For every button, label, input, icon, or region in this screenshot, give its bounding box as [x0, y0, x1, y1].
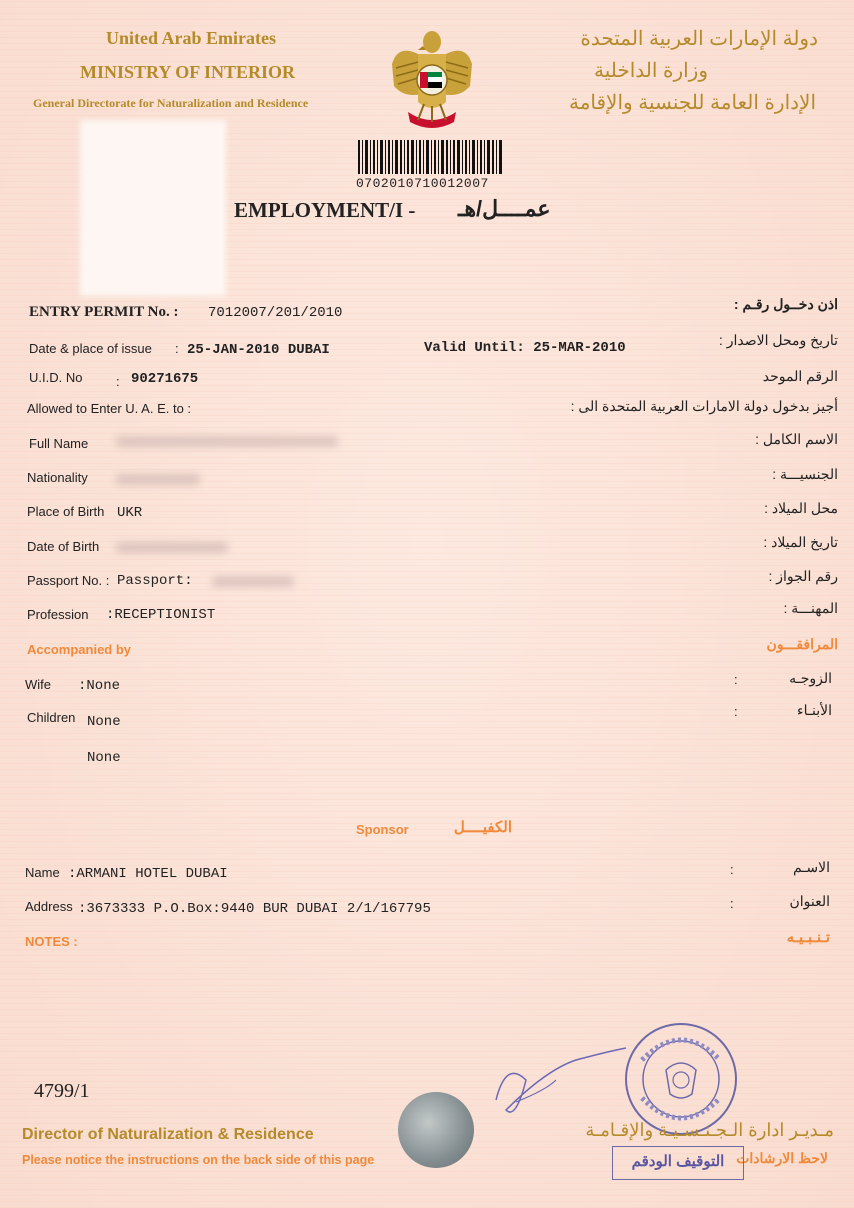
barcode [358, 140, 502, 174]
sponsor-name-value: :ARMANI HOTEL DUBAI [68, 866, 228, 882]
passport-label: Passport No. : [27, 573, 110, 588]
signature [486, 1040, 636, 1130]
allowed-label-ar: أجيز بدخول دولة الامارات العربية المتحدة الى : [570, 398, 838, 414]
entry-permit-label-ar: اذن دخــول رقـم : [733, 296, 838, 312]
full-name-redacted [116, 436, 338, 447]
reference-number: 4799/1 [34, 1080, 90, 1102]
back-side-notice: Please notice the instructions on the back side of this page [22, 1153, 375, 1167]
wife-label: Wife [25, 677, 51, 692]
hologram-seal-icon [398, 1092, 474, 1168]
children-value-2: None [87, 750, 121, 766]
valid-until: Valid Until: 25-MAR-2010 [424, 340, 626, 356]
entry-permit-number: 7012007/201/2010 [208, 305, 343, 321]
uae-emblem-icon [388, 24, 476, 136]
director-title-ar: مـديـر ادارة الـجـنـسـيـة والإقـامـة [585, 1120, 834, 1140]
uid-value: 90271675 [131, 371, 199, 387]
profession-value: :RECEPTIONIST [106, 607, 216, 623]
uid-colon: : [116, 374, 120, 389]
sponsor-name-label-ar: الاسـم [792, 859, 830, 875]
nationality-redacted [116, 474, 200, 485]
place-of-birth-label: Place of Birth [27, 504, 105, 519]
document-type-ar: عمــــل/هـ [458, 196, 551, 221]
nationality-label: Nationality [27, 470, 88, 485]
full-name-label: Full Name [29, 436, 89, 451]
uid-label-ar: الرقم الموحد [762, 368, 838, 384]
nationality-label-ar: الجنسيـــة : [772, 466, 838, 482]
profession-label-ar: المهنـــة : [783, 600, 838, 616]
header-en-directorate: General Directorate for Naturalization and Residence [33, 96, 309, 110]
sponsor-name-colon-ar: : [730, 862, 734, 877]
sponsor-title-ar: الكفيــــل [453, 819, 512, 836]
header-ar-ministry: وزارة الداخلية [593, 60, 708, 82]
profession-label: Profession [27, 607, 89, 622]
uid-label: U.I.D. No [29, 370, 83, 385]
document-type-en: EMPLOYMENT/I - [234, 198, 416, 222]
back-side-notice-ar: لاحظ الارشادات [736, 1150, 828, 1166]
entry-permit-label: ENTRY PERMIT No. : [29, 304, 179, 320]
passport-label-ar: رقم الجواز : [768, 568, 838, 584]
header-en-country: United Arab Emirates [106, 28, 276, 48]
passport-value: Passport: [117, 573, 193, 589]
sponsor-name-label: Name [25, 865, 60, 880]
place-of-birth-value: UKR [117, 505, 143, 521]
sponsor-address-label: Address [25, 899, 73, 914]
notes-label-ar: تـنـبـيـه [786, 929, 830, 946]
sponsor-address-colon-ar: : [730, 896, 734, 911]
stamp-box-text: التوقيف الودقم [631, 1153, 725, 1170]
barcode-number: 0702010710012007 [356, 176, 489, 191]
passport-redacted [212, 576, 294, 587]
children-colon-ar: : [734, 704, 738, 719]
children-label-ar: الأبنـاء [797, 702, 832, 718]
wife-colon-ar: : [734, 672, 738, 687]
issue-label-ar: تاريخ ومحل الاصدار : [718, 332, 838, 348]
photo-area [80, 120, 226, 296]
issue-label: Date & place of issue [29, 341, 152, 356]
issue-colon: : [175, 341, 179, 356]
wife-label-ar: الزوجـه [789, 670, 832, 686]
accompanied-title: Accompanied by [27, 642, 132, 657]
sponsor-address-label-ar: العنوان [789, 893, 830, 909]
children-value-1: None [87, 714, 121, 730]
dob-label-ar: تاريخ الميلاد : [763, 534, 838, 550]
dob-redacted [116, 542, 228, 553]
full-name-label-ar: الاسم الكامل : [755, 431, 838, 447]
director-title-en: Director of Naturalization & Residence [22, 1126, 314, 1143]
place-of-birth-label-ar: محل الميلاد : [764, 500, 838, 516]
header-ar-directorate: الإدارة العامة للجنسية والإقامة [568, 92, 816, 114]
sponsor-title: Sponsor [356, 822, 409, 837]
sponsor-address-value: :3673333 P.O.Box:9440 BUR DUBAI 2/1/167795 [78, 901, 431, 917]
accompanied-title-ar: المرافقـــون [766, 636, 838, 652]
notes-label: NOTES : [25, 934, 78, 949]
allowed-label: Allowed to Enter U. A. E. to : [27, 401, 192, 416]
children-label: Children [27, 710, 76, 725]
header-ar-country: دولة الإمارات العربية المتحدة [580, 28, 818, 50]
dob-label: Date of Birth [27, 539, 100, 554]
issue-value: 25-JAN-2010 DUBAI [187, 342, 330, 358]
header-en-ministry: MINISTRY OF INTERIOR [80, 62, 296, 82]
wife-value: :None [78, 678, 121, 694]
